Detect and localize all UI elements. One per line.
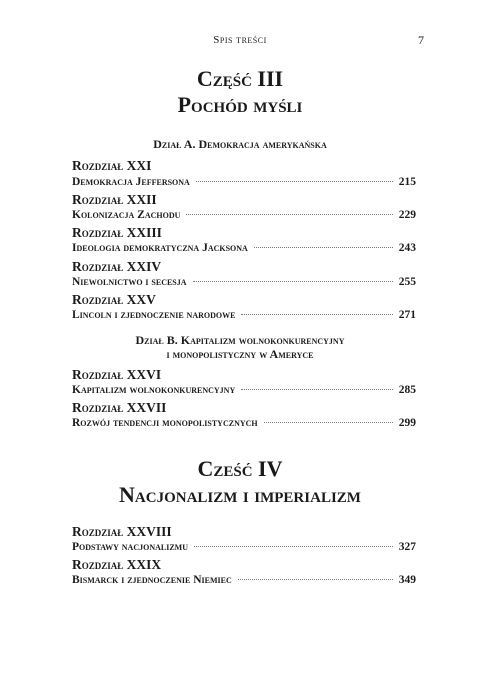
toc-entry-page: 255	[398, 276, 416, 288]
toc-entry-title: Bismarck i zjednoczenie Niemiec	[72, 574, 232, 586]
page-number: 7	[418, 33, 424, 47]
running-head: Spis treści	[213, 34, 267, 46]
toc-entry-title: Niewolnictwo i secesja	[72, 276, 187, 288]
chapter-label-xxviii: Rozdział XXVIII	[72, 524, 172, 539]
toc-entry-xxix	[72, 572, 416, 588]
dot-leader	[241, 313, 392, 315]
toc-entry-xxi	[72, 174, 416, 190]
section-b-heading-line1: Dział B. Kapitalizm wolnokonkurencyjny	[135, 333, 345, 347]
toc-entry-title: Kolonizacja Zachodu	[72, 209, 181, 221]
toc-entry-title: Podstawy nacjonalizmu	[72, 541, 188, 553]
toc-entry-title: Ideologia demokratyczna Jacksona	[72, 242, 248, 254]
dot-leader	[196, 180, 393, 182]
chapter-label-xxiii: Rozdział XXIII	[72, 225, 162, 240]
dot-leader	[264, 421, 393, 423]
toc-entry-page: 285	[398, 384, 416, 396]
dot-leader	[238, 578, 393, 580]
toc-entry-page: 271	[398, 309, 416, 321]
part-4-title: Nacjonalizm i imperializm	[119, 482, 361, 507]
part-3-title: Pochód myśli	[177, 92, 303, 117]
dot-leader	[186, 213, 392, 215]
chapter-label-xxii: Rozdział XXII	[72, 192, 157, 207]
chapter-label-xxv: Rozdział XXV	[72, 292, 156, 307]
toc-entry-title: Kapitalizm wolnokonkurencyjny	[72, 384, 236, 396]
toc-entry-page: 349	[398, 574, 416, 586]
toc-entry-xxv	[72, 307, 416, 323]
toc-entry-xxiii	[72, 240, 416, 256]
toc-entry-page: 215	[398, 176, 416, 188]
toc-entry-title: Demokracja Jeffersona	[72, 176, 190, 188]
part-4-label: Cześć IV	[197, 456, 283, 481]
chapter-label-xxiv: Rozdział XXIV	[72, 259, 162, 274]
toc-entry-page: 299	[398, 417, 416, 429]
section-a-heading: Dział A. Demokracja amerykańska	[153, 137, 327, 151]
toc-entry-xxii	[72, 207, 416, 223]
section-b-heading-line2: i monopolistyczny w Ameryce	[166, 347, 314, 361]
toc-entry-page: 327	[398, 541, 416, 553]
dot-leader	[254, 246, 393, 248]
toc-entry-xxvii	[72, 415, 416, 431]
chapter-label-xxvi: Rozdział XXVI	[72, 367, 162, 382]
dot-leader	[194, 545, 393, 547]
chapter-label-xxvii: Rozdział XXVII	[72, 400, 167, 415]
chapter-label-xxix: Rozdział XXIX	[72, 557, 162, 572]
toc-entry-page: 229	[398, 209, 416, 221]
toc-entry-title: Rozwój tendencji monopolistycznych	[72, 417, 258, 429]
dot-leader	[241, 388, 393, 390]
toc-entry-xxviii	[72, 539, 416, 555]
toc-entry-title: Lincoln i zjednoczenie narodowe	[72, 309, 236, 321]
toc-entry-xxiv	[72, 274, 416, 290]
toc-entry-xxvi	[72, 382, 416, 398]
chapter-label-xxi: Rozdział XXI	[72, 158, 152, 173]
toc-entry-page: 243	[398, 242, 416, 254]
part-3-label: Część III	[196, 66, 284, 91]
dot-leader	[193, 280, 393, 282]
